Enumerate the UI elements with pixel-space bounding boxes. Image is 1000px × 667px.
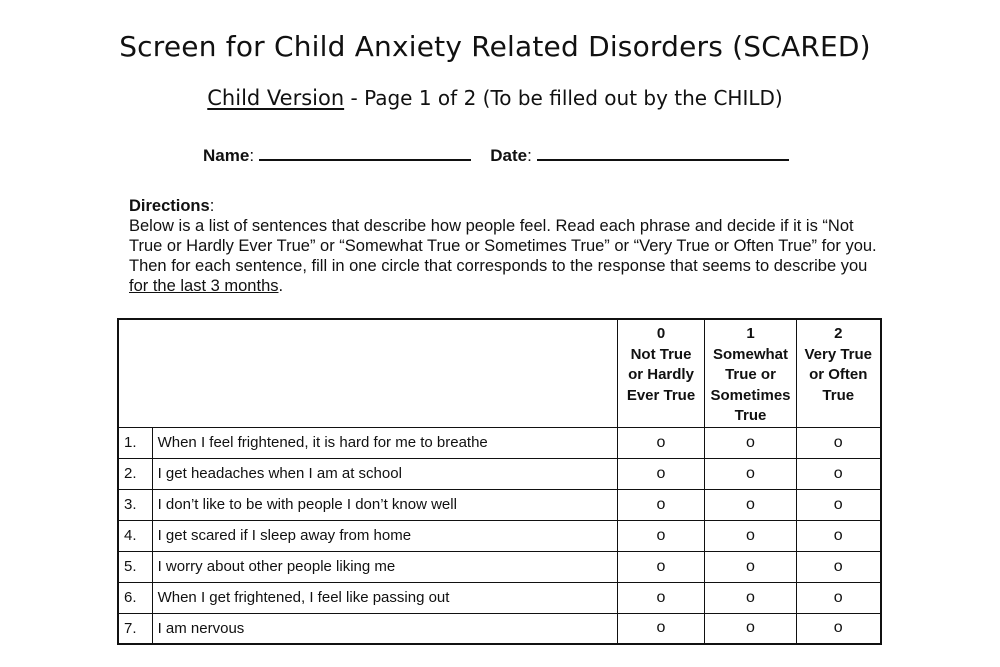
column-score: 0 xyxy=(656,325,666,342)
table-row xyxy=(118,613,881,644)
subtitle-text: - Page 1 of 2 (To be filled out by the CHILD) xyxy=(344,86,783,110)
option-not-true[interactable]: o xyxy=(618,551,705,582)
option-somewhat-true[interactable]: o xyxy=(705,520,797,551)
item-text: I am nervous xyxy=(152,613,617,644)
option-very-true[interactable]: o xyxy=(797,520,881,551)
table-row xyxy=(118,427,881,458)
version-label: Child Version xyxy=(207,86,345,110)
option-not-true[interactable]: o xyxy=(618,489,705,520)
header-blank-cell xyxy=(118,319,618,427)
option-not-true[interactable]: o xyxy=(618,458,705,489)
option-not-true[interactable]: o xyxy=(618,427,705,458)
item-number: 2. xyxy=(118,458,152,489)
option-not-true[interactable]: o xyxy=(618,613,705,644)
option-somewhat-true[interactable]: o xyxy=(705,458,797,489)
item-number: 7. xyxy=(118,613,152,644)
item-number: 3. xyxy=(118,489,152,520)
item-text: When I feel frightened, it is hard for me to breathe xyxy=(152,427,617,458)
column-header-0: 0 Not True or Hardly Ever True xyxy=(618,319,705,427)
column-header-2: 2 Very True or Often True xyxy=(797,319,881,427)
directions-body xyxy=(129,216,889,296)
item-text: I get scared if I sleep away from home xyxy=(152,520,617,551)
option-very-true[interactable]: o xyxy=(797,551,881,582)
option-very-true[interactable]: o xyxy=(797,613,881,644)
table-row xyxy=(118,489,881,520)
directions-underlined: for the last 3 months xyxy=(129,277,279,295)
option-not-true[interactable]: o xyxy=(618,582,705,613)
option-very-true[interactable]: o xyxy=(797,582,881,613)
directions-text: Below is a list of sentences that describe how people feel. Read each phrase and decide if it is “Not True or Hardly Ever True” or “Somewhat True or Sometimes True” or “Very True or Often True” for you. Then for each sentence, fill in one circle that corresponds to the response that seems to describe you xyxy=(129,217,877,275)
item-text: I don’t like to be with people I don’t know well xyxy=(152,489,617,520)
scared-table xyxy=(117,318,882,645)
table-row xyxy=(118,520,881,551)
option-not-true[interactable]: o xyxy=(618,520,705,551)
directions-heading: Directions xyxy=(129,197,210,215)
option-somewhat-true[interactable]: o xyxy=(705,613,797,644)
name-field[interactable] xyxy=(259,143,471,161)
table-row xyxy=(118,458,881,489)
option-very-true[interactable]: o xyxy=(797,427,881,458)
table-row xyxy=(118,551,881,582)
column-header-1: 1 Somewhat True or Sometimes True xyxy=(705,319,797,427)
item-text: I worry about other people liking me xyxy=(152,551,617,582)
page-title: Screen for Child Anxiety Related Disorders (SCARED) xyxy=(119,30,871,63)
option-somewhat-true[interactable]: o xyxy=(705,489,797,520)
header-fields: Name: Date: xyxy=(203,143,789,166)
item-number: 5. xyxy=(118,551,152,582)
directions-end: . xyxy=(278,277,284,295)
option-somewhat-true[interactable]: o xyxy=(705,427,797,458)
option-somewhat-true[interactable]: o xyxy=(705,582,797,613)
option-very-true[interactable]: o xyxy=(797,489,881,520)
date-label: Date xyxy=(490,146,528,165)
item-text: When I get frightened, I feel like passing out xyxy=(152,582,617,613)
item-number: 4. xyxy=(118,520,152,551)
column-score: 1 xyxy=(746,325,755,342)
item-number: 1. xyxy=(118,427,152,458)
item-text: I get headaches when I am at school xyxy=(152,458,617,489)
option-somewhat-true[interactable]: o xyxy=(705,551,797,582)
table-row xyxy=(118,582,881,613)
directions: Directions: Below is a list of sentences that describe how people feel. Read each phrase and decide if it is “Not True or Hardly Ever True” or “Somewhat True or Sometimes True” or “Very True or Often True” for you. Then for each sentence, fill in one circle that corresponds to the response that seems to describe you for the last 3 months. xyxy=(129,196,889,296)
page-subtitle xyxy=(0,86,990,110)
table-header-row xyxy=(118,319,881,427)
name-label: Name xyxy=(203,146,250,165)
item-number: 6. xyxy=(118,582,152,613)
column-score: 2 xyxy=(834,325,843,342)
date-field[interactable] xyxy=(537,143,789,161)
option-very-true[interactable]: o xyxy=(797,458,881,489)
